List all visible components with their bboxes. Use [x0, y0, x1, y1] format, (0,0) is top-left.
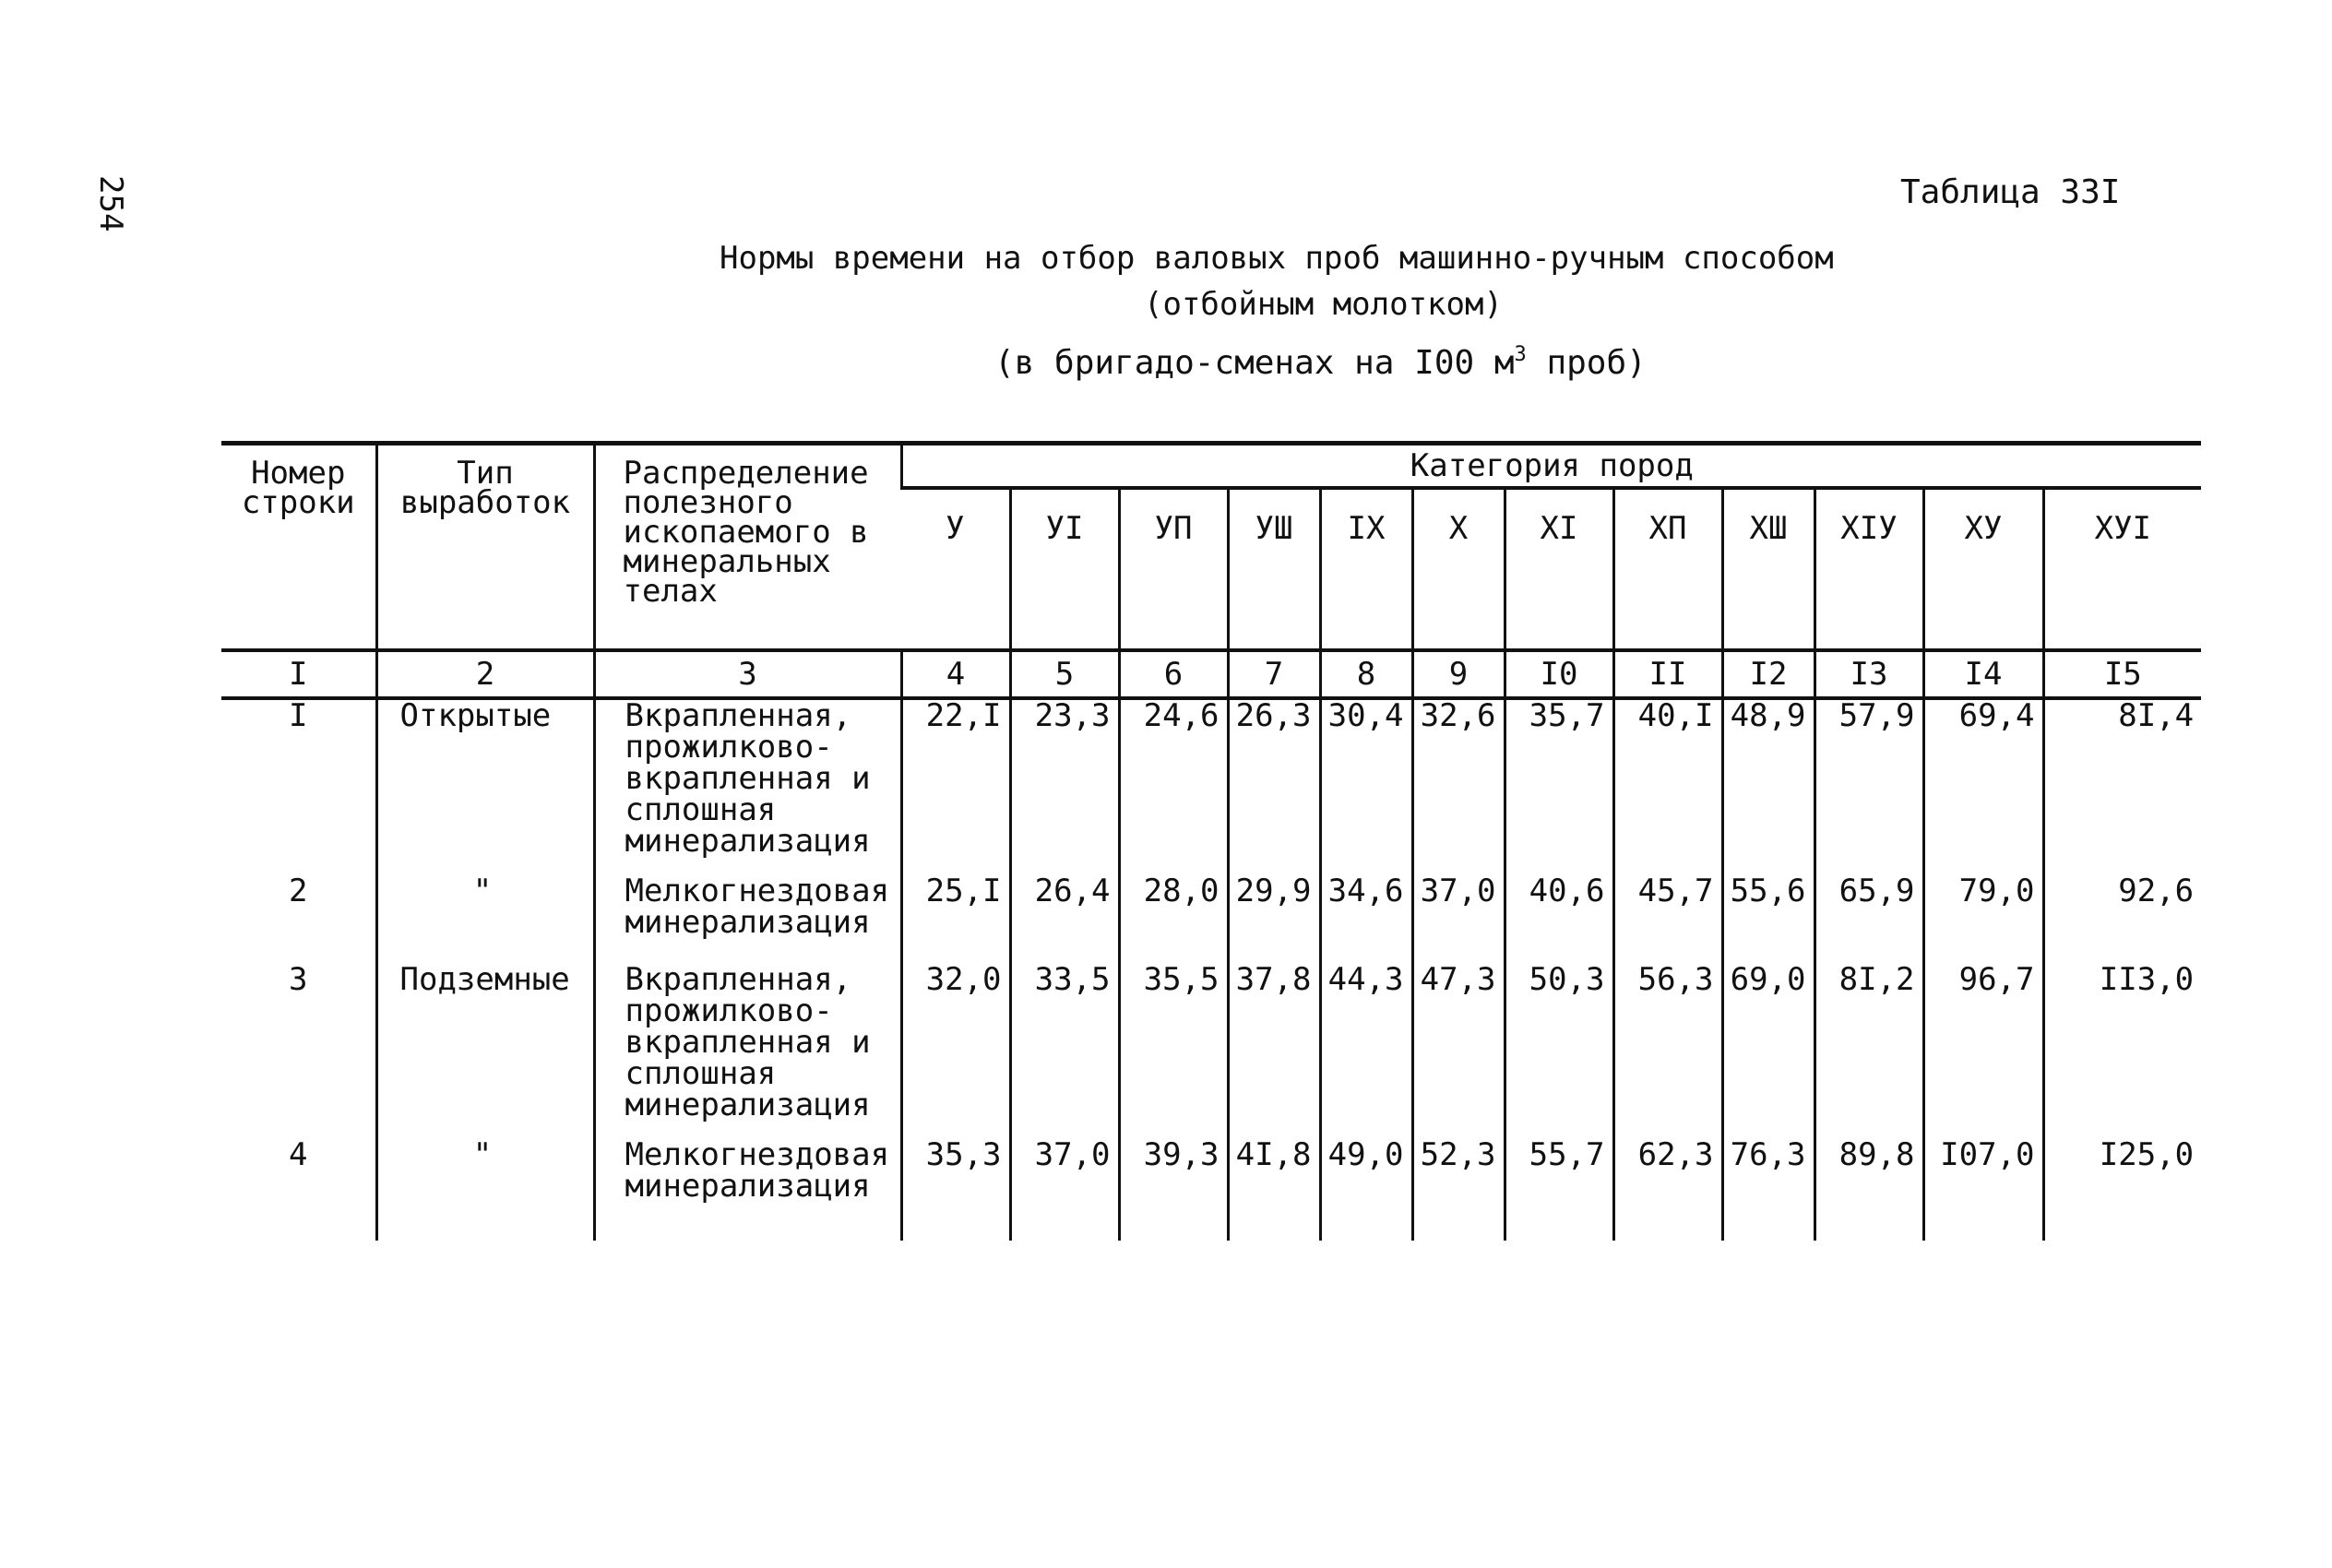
norm-value: 45,7	[1613, 875, 1722, 964]
distribution: Мелкогнездовая минерализация	[594, 875, 901, 964]
norm-value: 37,0	[1412, 875, 1505, 964]
norm-value: I25,0	[2043, 1139, 2201, 1241]
header-row-number: Номер строки	[241, 455, 355, 521]
norm-value: 76,3	[1722, 1139, 1814, 1241]
norm-value: 30,4	[1320, 698, 1412, 875]
norm-value: 40,I	[1613, 698, 1722, 875]
page-number: 254	[92, 175, 129, 232]
norm-value: 50,3	[1505, 964, 1613, 1139]
norm-value: 47,3	[1412, 964, 1505, 1139]
units-suffix: проб)	[1526, 344, 1647, 382]
title-line-1: Нормы времени на отбор валовых проб машинно-ручным способом	[720, 240, 1834, 277]
column-number: I3	[1814, 650, 1923, 698]
norm-value: 92,6	[2043, 875, 2201, 964]
norm-value: 26,4	[1010, 875, 1119, 964]
norm-value: 62,3	[1613, 1139, 1722, 1241]
column-number-row	[221, 650, 2201, 698]
title-line-2: (отбойным молотком)	[1144, 286, 1503, 323]
norm-value: 48,9	[1722, 698, 1814, 875]
category-header: XI	[1505, 488, 1613, 650]
norm-value: 89,8	[1814, 1139, 1923, 1241]
column-number: 3	[594, 650, 901, 698]
norm-value: 96,7	[1923, 964, 2043, 1139]
header-work-type: Тип выработок	[376, 444, 594, 651]
table-label: Таблица 33I	[1900, 173, 2121, 211]
norm-value: 26,3	[1228, 698, 1320, 875]
norm-value: 4I,8	[1228, 1139, 1320, 1241]
norm-value: 32,6	[1412, 698, 1505, 875]
norm-value: 24,6	[1119, 698, 1228, 875]
norm-value: 65,9	[1814, 875, 1923, 964]
norm-value: 35,7	[1505, 698, 1613, 875]
table-row	[221, 698, 2201, 875]
norm-value: 28,0	[1119, 875, 1228, 964]
norm-value: 69,0	[1722, 964, 1814, 1139]
category-header: X	[1412, 488, 1505, 650]
category-header: XП	[1613, 488, 1722, 650]
column-number: I0	[1505, 650, 1613, 698]
norm-value: 8I,2	[1814, 964, 1923, 1139]
category-header: XУ	[1923, 488, 2043, 650]
units-prefix: (в бригадо-сменах на I00 м	[994, 344, 1515, 382]
column-number: 2	[376, 650, 594, 698]
norm-value: 37,0	[1010, 1139, 1119, 1241]
work-type: "	[376, 1139, 594, 1241]
norm-value: 8I,4	[2043, 698, 2201, 875]
distribution: Мелкогнездовая минерализация	[594, 1139, 901, 1241]
column-number: 7	[1228, 650, 1320, 698]
norm-value: 55,7	[1505, 1139, 1613, 1241]
norm-value: 79,0	[1923, 875, 2043, 964]
work-type: Открытые	[376, 698, 594, 875]
norm-value: 55,6	[1722, 875, 1814, 964]
norm-value: 34,6	[1320, 875, 1412, 964]
header-distribution: Распределение полезного ископаемого в минеральных телах	[594, 444, 901, 651]
norm-value: 52,3	[1412, 1139, 1505, 1241]
column-number: 5	[1010, 650, 1119, 698]
column-number: 4	[901, 650, 1010, 698]
units-superscript: 3	[1514, 343, 1527, 366]
norm-value: 22,I	[901, 698, 1010, 875]
category-header: IX	[1320, 488, 1412, 650]
norm-value: 57,9	[1814, 698, 1923, 875]
units-note	[994, 343, 1647, 382]
work-type: "	[376, 875, 594, 964]
column-number: 6	[1119, 650, 1228, 698]
category-header: УI	[1010, 488, 1119, 650]
category-header: У	[946, 510, 965, 547]
norm-value: 29,9	[1228, 875, 1320, 964]
norm-value: 37,8	[1228, 964, 1320, 1139]
category-header: УШ	[1228, 488, 1320, 650]
norm-value: 35,5	[1119, 964, 1228, 1139]
table-row	[221, 1139, 2201, 1241]
work-type: Подземные	[376, 964, 594, 1139]
distribution: Вкрапленная, прожилково- вкрапленная и сплошная минерализация	[594, 698, 901, 875]
norm-value: 33,5	[1010, 964, 1119, 1139]
norm-value: 40,6	[1505, 875, 1613, 964]
distribution: Вкрапленная, прожилково- вкрапленная и сплошная минерализация	[594, 964, 901, 1139]
row-number: 2	[289, 873, 308, 909]
header-category-group: Категория пород	[901, 444, 2201, 489]
norm-value: I07,0	[1923, 1139, 2043, 1241]
table-row	[221, 875, 2201, 964]
norm-value: 32,0	[901, 964, 1010, 1139]
column-number: I2	[1722, 650, 1814, 698]
column-number: II	[1613, 650, 1722, 698]
column-number: 8	[1320, 650, 1412, 698]
norm-value: 49,0	[1320, 1139, 1412, 1241]
row-number: I	[289, 697, 308, 734]
table-row	[221, 964, 2201, 1139]
norm-value: II3,0	[2043, 964, 2201, 1139]
norm-value: 35,3	[901, 1139, 1010, 1241]
norm-value: 25,I	[901, 875, 1010, 964]
norms-table	[221, 441, 2201, 1241]
category-header: XIУ	[1814, 488, 1923, 650]
row-number: 4	[289, 1136, 308, 1173]
column-number: 9	[1412, 650, 1505, 698]
table-title	[0, 235, 2332, 327]
norm-value: 44,3	[1320, 964, 1412, 1139]
norm-value: 69,4	[1923, 698, 2043, 875]
column-number: I	[221, 650, 376, 698]
norm-value: 39,3	[1119, 1139, 1228, 1241]
category-header: XУI	[2043, 488, 2201, 650]
norm-value: 56,3	[1613, 964, 1722, 1139]
norm-value: 23,3	[1010, 698, 1119, 875]
row-number: 3	[289, 961, 308, 998]
column-number: I4	[1923, 650, 2043, 698]
column-number: I5	[2043, 650, 2201, 698]
category-header: XШ	[1722, 488, 1814, 650]
category-header: УП	[1119, 488, 1228, 650]
